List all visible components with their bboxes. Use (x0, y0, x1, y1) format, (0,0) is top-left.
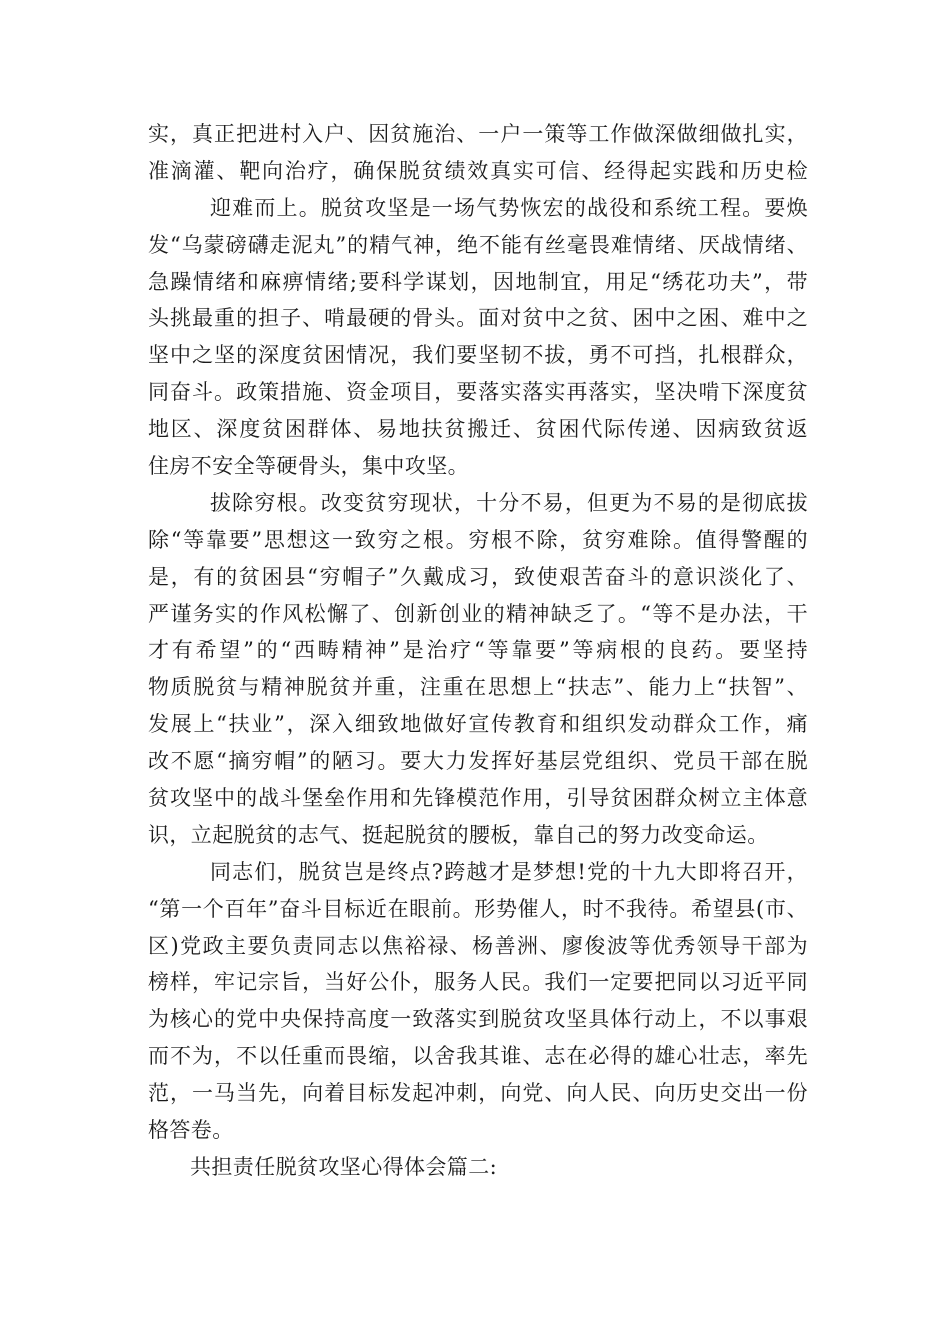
text-line: 范，一马当先，向着目标发起冲刺，向党、向人民、向历史交出一份 (148, 1081, 808, 1106)
text-line: 才有希望”的“西畴精神”是治疗“等靠要”等病根的良药。要坚持 (148, 638, 808, 663)
text-line: 准滴灌、靶向治疗，确保脱贫绩效真实可信、经得起实践和历史检 (148, 158, 808, 183)
text-line: 物质脱贫与精神脱贫并重，注重在思想上“扶志”、能力上“扶智”、 (148, 675, 808, 700)
text-line: 发展上“扶业”，深入细致地做好宣传教育和组织发动群众工作，痛 (148, 712, 808, 737)
text-line: 贫攻坚中的战斗堡垒作用和先锋模范作用，引导贫困群众树立主体意 (148, 786, 808, 811)
text-line: 住房不安全等硬骨头，集中攻坚。 (148, 454, 469, 479)
text-line: 坚中之坚的深度贫困情况，我们要坚韧不拔，勇不可挡，扎根群众， (148, 343, 808, 368)
text-line: 除“等靠要”思想这一致穷之根。穷根不除，贫穷难除。值得警醒的 (148, 527, 808, 552)
text-line: 改不愿“摘穷帽”的陋习。要大力发挥好基层党组织、党员干部在脱 (148, 749, 808, 774)
text-line: 是，有的贫困县“穷帽子”久戴成习，致使艰苦奋斗的意识淡化了、 (148, 564, 808, 589)
text-line: 同志们，脱贫岂是终点?跨越才是梦想!党的十九大即将召开， (210, 859, 808, 884)
text-line: 区)党政主要负责同志以焦裕禄、杨善洲、廖俊波等优秀领导干部为 (148, 933, 808, 958)
text-line: 同奋斗。政策措施、资金项目，要落实落实再落实，坚决啃下深度贫 (148, 380, 808, 405)
text-line: 实，真正把进村入户、因贫施治、一户一策等工作做深做细做扎实， (148, 122, 808, 146)
text-line: 识，立起脱贫的志气、挺起脱贫的腰板，靠自己的努力改变命运。 (148, 822, 769, 847)
text-line: 急躁情绪和麻痹情绪;要科学谋划，因地制宜，用足“绣花功夫”，带 (148, 269, 808, 294)
text-line: 迎难而上。脱贫攻坚是一场气势恢宏的战役和系统工程。要焕 (210, 195, 808, 220)
text-line: “第一个百年”奋斗目标近在眼前。形势催人，时不我待。希望县(市、 (148, 896, 808, 921)
text-line: 榜样，牢记宗旨，当好公仆，服务人民。我们一定要把同以习近平同 (148, 970, 808, 995)
text-line: 拔除穷根。改变贫穷现状，十分不易，但更为不易的是彻底拔 (210, 490, 808, 515)
text-line: 而不为，不以任重而畏缩，以舍我其谁、志在必得的雄心壮志，率先 (148, 1044, 808, 1069)
text-line: 为核心的党中央保持高度一致落实到脱贫攻坚具体行动上，不以事艰 (148, 1007, 808, 1032)
text-line: 地区、深度贫困群体、易地扶贫搬迁、贫困代际传递、因病致贫返 (148, 417, 808, 442)
text-line: 发“乌蒙磅礴走泥丸”的精气神，绝不能有丝毫畏难情绪、厌战情绪、 (148, 232, 808, 257)
section-heading: 共担责任脱贫攻坚心得体会篇二: (190, 1154, 498, 1179)
document-body (148, 116, 808, 1186)
text-line: 头挑最重的担子、啃最硬的骨头。面对贫中之贫、困中之困、难中之 (148, 306, 808, 331)
text-line: 格答卷。 (148, 1118, 234, 1143)
text-line: 严谨务实的作风松懈了、创新创业的精神缺乏了。“等不是办法，干 (148, 601, 808, 626)
